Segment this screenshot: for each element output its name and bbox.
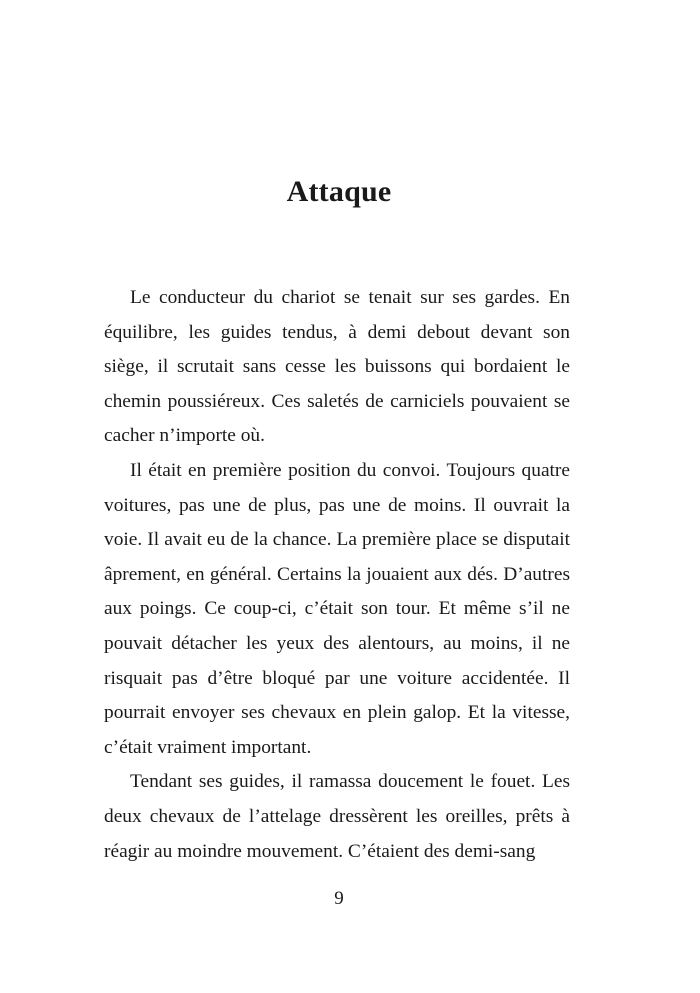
paragraph: Il était en première position du convoi. Toujours quatre voitures, pas une de plus, pas une de moins. Il ouvrait la voie. Il avait eu de la chance. La première place se disputait âprement, en général. Certains la jouaient aux dés. D’autres aux poings. Ce coup-ci, c’était son tour. Et même s’il ne pouvait détacher les yeux des alentours, au moins, il ne risquait pas d’être bloqué par une voiture accidentée. Il pourrait envoyer ses chevaux en plein galop. Et la vitesse, c’était vraiment important. (104, 459, 570, 758)
paragraph: Tendant ses guides, il ramassa doucement le fouet. Les deux chevaux de l’attelage dressèrent les oreilles, prêts à réagir au moindre mouvement. C’étaient des demi-sang (104, 771, 570, 862)
page-number: 9 (334, 888, 344, 909)
paragraph: Le conducteur du chariot se tenait sur ses gardes. En équilibre, les guides tendus, à demi debout devant son siège, il scrutait sans cesse les buissons qui bordaient le chemin poussiéreux. Ces saletés de carniciels pouvaient se cacher n’importe où. (104, 287, 570, 447)
body-text (104, 281, 570, 869)
chapter-title: Attaque (286, 175, 392, 208)
